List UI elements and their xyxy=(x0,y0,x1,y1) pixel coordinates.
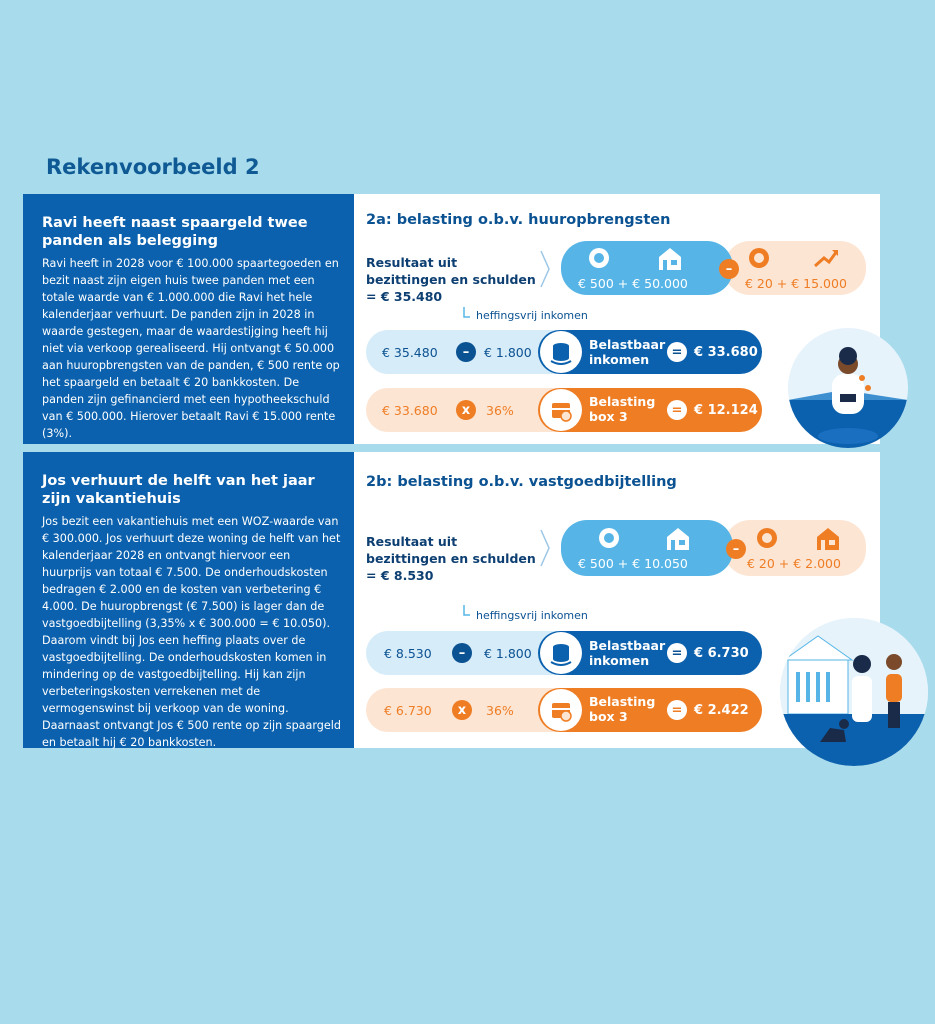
page-title: Rekenvoorbeeld 2 xyxy=(46,155,260,179)
example-a-row1-a: € 35.480 xyxy=(382,345,438,360)
example-b-row1-a: € 8.530 xyxy=(384,646,432,661)
chevron-right-icon xyxy=(539,249,551,289)
chest-icon xyxy=(540,689,582,731)
example-b-row2-b: 36% xyxy=(486,703,514,718)
bracket-icon xyxy=(462,605,472,625)
equals-operator: = xyxy=(667,700,687,720)
example-b-row2-a: € 6.730 xyxy=(384,703,432,718)
example-a-income-values: € 500 + € 50.000 xyxy=(578,276,688,291)
example-a-body: Ravi heeft in 2028 voor € 100.000 spaartegoeden en bezit naast zijn eigen huis twee panden met een totale waarde van € 1.000.000 die Ravi het hele kalenderjaar verhuurt. De panden zijn in 2028 in waarde gestegen, maar de waardestijging heeft hij niet via verkoop gerealiseerd. Hij ontvangt € 50.000 aan huuropbrengsten van de panden, € 500 rente op het spaargeld en betaalt € 20 bankkosten. De panden zijn gefinancierd met een hypotheekschuld van € 500.000. Hierover betaalt Ravi € 15.000 rente (3%). xyxy=(42,257,340,440)
house-icon xyxy=(656,244,684,272)
example-a-section-title: 2a: belasting o.b.v. huuropbrengsten xyxy=(366,212,671,228)
example-a-row2-label: Belasting box 3 xyxy=(589,394,656,424)
house-icon xyxy=(814,524,842,552)
equals-operator: = xyxy=(667,400,687,420)
minus-operator: – xyxy=(452,643,472,663)
house-icon xyxy=(664,524,692,552)
example-a-row1-b: € 1.800 xyxy=(484,345,532,360)
example-b-row2-result: € 2.422 xyxy=(694,703,749,718)
minus-operator: – xyxy=(456,342,476,362)
example-b-section-title: 2b: belasting o.b.v. vastgoedbijtelling xyxy=(366,474,677,490)
bracket-icon xyxy=(462,307,472,327)
example-a-tax-free-label: heffingsvrij inkomen xyxy=(476,309,588,322)
equals-operator: = xyxy=(667,342,687,362)
example-a-text-panel xyxy=(23,194,354,444)
example-b-body: Jos bezit een vakantiehuis met een WOZ-waarde van € 300.000. Jos verhuurt deze woning de helft van het kalenderjaar 2028 en ontvangt hiervoor een huurprijs van totaal € 7.500. De onderhoudskosten bedragen € 2.000 en de kosten van verbetering € 4.000. De huuropbrengst (€ 7.500) is lager dan de vastgoedbijtelling (3,35% x € 300.000 = € 10.050). Daarom vindt bij Jos een heffing plaats over de vastgoedbijtelling. De onderhoudskosten komen in mindering op de vastgoedbijtelling. Hij kan zijn verbeteringskosten verrekenen met de vermogenswinst bij verkoop van de woning. Daarnaast ontvangt Jos € 500 rente op zijn spaargeld en betaalt hij € 20 bankkosten. xyxy=(42,515,341,749)
example-a-row1-result: € 33.680 xyxy=(694,345,758,360)
times-operator: x xyxy=(456,400,476,420)
minus-operator: – xyxy=(726,539,746,559)
example-b-cost-values: € 20 + € 2.000 xyxy=(747,556,841,571)
example-a-row2-b: 36% xyxy=(486,403,514,418)
minus-operator: – xyxy=(719,259,739,279)
times-operator: x xyxy=(452,700,472,720)
equals-operator: = xyxy=(667,643,687,663)
chevron-right-icon xyxy=(539,528,551,568)
people-with-dog-illustration xyxy=(780,618,928,766)
example-b-income-values: € 500 + € 10.050 xyxy=(578,556,688,571)
piggy-bank-icon xyxy=(596,526,622,550)
example-b-row1-result: € 6.730 xyxy=(694,646,749,661)
person-meditating-illustration xyxy=(788,328,908,448)
example-a-result-label: Resultaat uit bezittingen en schulden = € 35.480 xyxy=(366,255,536,304)
coin-stack-icon xyxy=(540,632,582,674)
chest-icon xyxy=(540,389,582,431)
example-a-row2-a: € 33.680 xyxy=(382,403,438,418)
piggy-bank-icon xyxy=(746,246,772,270)
example-a-row2-result: € 12.124 xyxy=(694,403,758,418)
example-b-text-panel xyxy=(23,452,354,748)
example-a-heading: Ravi heeft naast spaargeld twee panden als belegging xyxy=(42,215,308,249)
example-b-row1-label: Belastbaar inkomen xyxy=(589,638,666,668)
example-b-row1-b: € 1.800 xyxy=(484,646,532,661)
example-b-result-label: Resultaat uit bezittingen en schulden = € 8.530 xyxy=(366,534,536,583)
example-b-row2-label: Belasting box 3 xyxy=(589,694,656,724)
example-a-row1-label: Belastbaar inkomen xyxy=(589,337,666,367)
coin-stack-icon xyxy=(540,331,582,373)
example-a-cost-values: € 20 + € 15.000 xyxy=(745,276,847,291)
example-b-heading: Jos verhuurt de helft van het jaar zijn vakantiehuis xyxy=(42,473,315,507)
example-b-tax-free-label: heffingsvrij inkomen xyxy=(476,609,588,622)
piggy-bank-icon xyxy=(754,526,780,550)
piggy-bank-icon xyxy=(586,246,612,270)
rising-arrow-hand-icon xyxy=(812,246,840,270)
